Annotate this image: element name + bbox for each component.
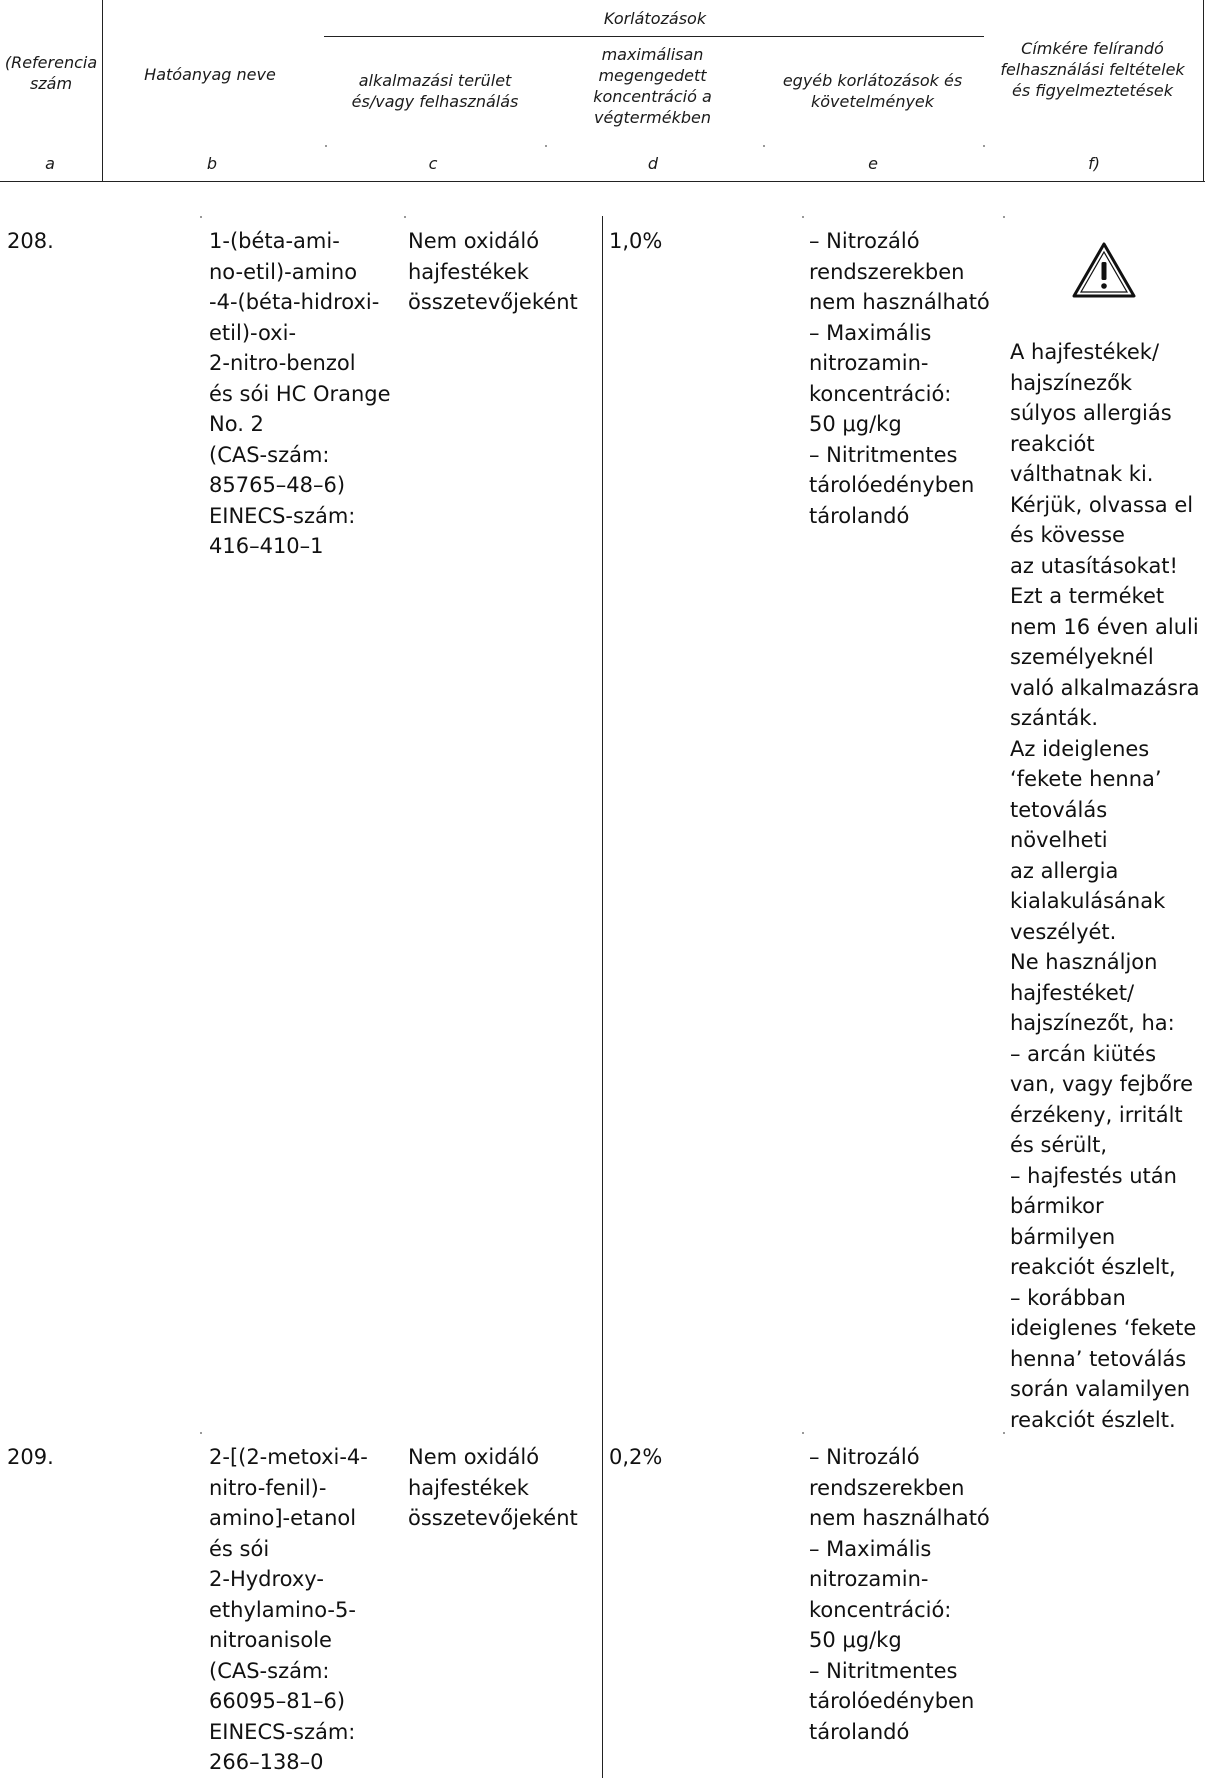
header-divider-right bbox=[1203, 0, 1204, 182]
header-col-c bbox=[330, 70, 540, 112]
warning-triangle-icon bbox=[1071, 240, 1137, 300]
header-col-c-label: alkalmazási terület és/vagy felhasználás bbox=[351, 71, 519, 111]
header-col-a-label: (Referencia szám bbox=[4, 53, 98, 93]
header-letter-e: e bbox=[868, 154, 878, 173]
header-col-d bbox=[565, 44, 740, 128]
restrictions-underline bbox=[324, 36, 984, 37]
header-restrictions-label: Korlátozások bbox=[603, 9, 707, 28]
header-letter-c: c bbox=[428, 154, 438, 173]
header-restrictions-group bbox=[325, 8, 985, 29]
corner-dot bbox=[1003, 1432, 1005, 1434]
corner-dot bbox=[763, 145, 765, 147]
header-col-d-label: maximálisan megengedett koncentráció a végtermékben bbox=[593, 45, 712, 127]
header-col-a bbox=[2, 52, 100, 94]
header-col-b bbox=[110, 64, 310, 85]
header-divider-ab bbox=[102, 0, 103, 182]
max-concentration: 0,2% bbox=[609, 1445, 663, 1469]
header-letter-b: b bbox=[206, 154, 218, 173]
header-col-b-label: Hatóanyag neve bbox=[144, 65, 276, 84]
application-field: Nem oxidáló hajfestékek összetevőjeként bbox=[408, 1445, 578, 1530]
other-restrictions: – Nitrozáló rendszerekben nem használható – Maximális nitrozamin- koncentráció: 50 μg/kg – Nitritmentes tárolóedényben tárolandó bbox=[809, 229, 990, 528]
other-restrictions: – Nitrozáló rendszerekben nem használható – Maximális nitrozamin- koncentráció: 50 μg/kg – Nitritmentes tárolóedényben tárolandó bbox=[809, 1445, 990, 1744]
corner-dot bbox=[1003, 216, 1005, 218]
corner-dot bbox=[545, 145, 547, 147]
row-ref: 209. bbox=[7, 1445, 54, 1469]
application-field: Nem oxidáló hajfestékek összetevőjeként bbox=[408, 229, 578, 314]
header-col-e-label: egyéb korlátozások és követelmények bbox=[782, 71, 963, 111]
header-letter-f: f) bbox=[1088, 154, 1100, 173]
header-bottom-rule bbox=[0, 181, 1205, 182]
corner-dot bbox=[325, 145, 327, 147]
label-warnings: A hajfestékek/ hajszínezők súlyos allergiás reakciót válthatnak ki. Kérjük, olvassa el és kövesse az utasításokat! Ezt a terméket nem 16 éven aluli személyeknél való alkalmazásra szánták. Az ideiglenes ‘fekete henna’ tetoválás növelheti az allergia kialakulásának veszélyét. Ne használjon hajfestéket/ hajszínezőt, ha: – arcán kiütés van, vagy fejbőre érzékeny, irritált és sérült, – hajfestés után bármikor bármilyen reakciót észlelt, – korábban ideiglenes ‘fekete henna’ tetoválás során valamilyen reakciót észlelt. bbox=[1010, 340, 1200, 1432]
header-letter-a: a bbox=[45, 154, 55, 173]
max-concentration: 1,0% bbox=[609, 229, 663, 253]
row-ref: 208. bbox=[7, 229, 54, 253]
column-divider-cd bbox=[602, 216, 603, 1778]
corner-dot bbox=[802, 1432, 804, 1434]
corner-dot bbox=[983, 145, 985, 147]
corner-dot bbox=[802, 216, 804, 218]
header-col-e bbox=[780, 70, 965, 112]
header-letter-d: d bbox=[647, 154, 659, 173]
header-col-f-label: Címkére felírandó felhasználási feltételek és figyelmeztetések bbox=[1000, 39, 1185, 100]
substance-name: 2-[(2-metoxi-4- nitro-fenil)- amino]-etanol és sói 2-Hydroxy- ethylamino-5- nitroanisole (CAS-szám: 66095–81–6) EINECS-szám: 266–138–0 bbox=[209, 1445, 368, 1774]
header-col-f bbox=[995, 38, 1190, 101]
corner-dot bbox=[200, 1432, 202, 1434]
corner-dot bbox=[404, 216, 406, 218]
substance-name: 1-(béta-ami- no-etil)-amino -4-(béta-hidroxi- etil)-oxi- 2-nitro-benzol és sói HC Orange No. 2 (CAS-szám: 85765–48–6) EINECS-szám: 416–410–1 bbox=[209, 229, 391, 558]
corner-dot bbox=[200, 216, 202, 218]
